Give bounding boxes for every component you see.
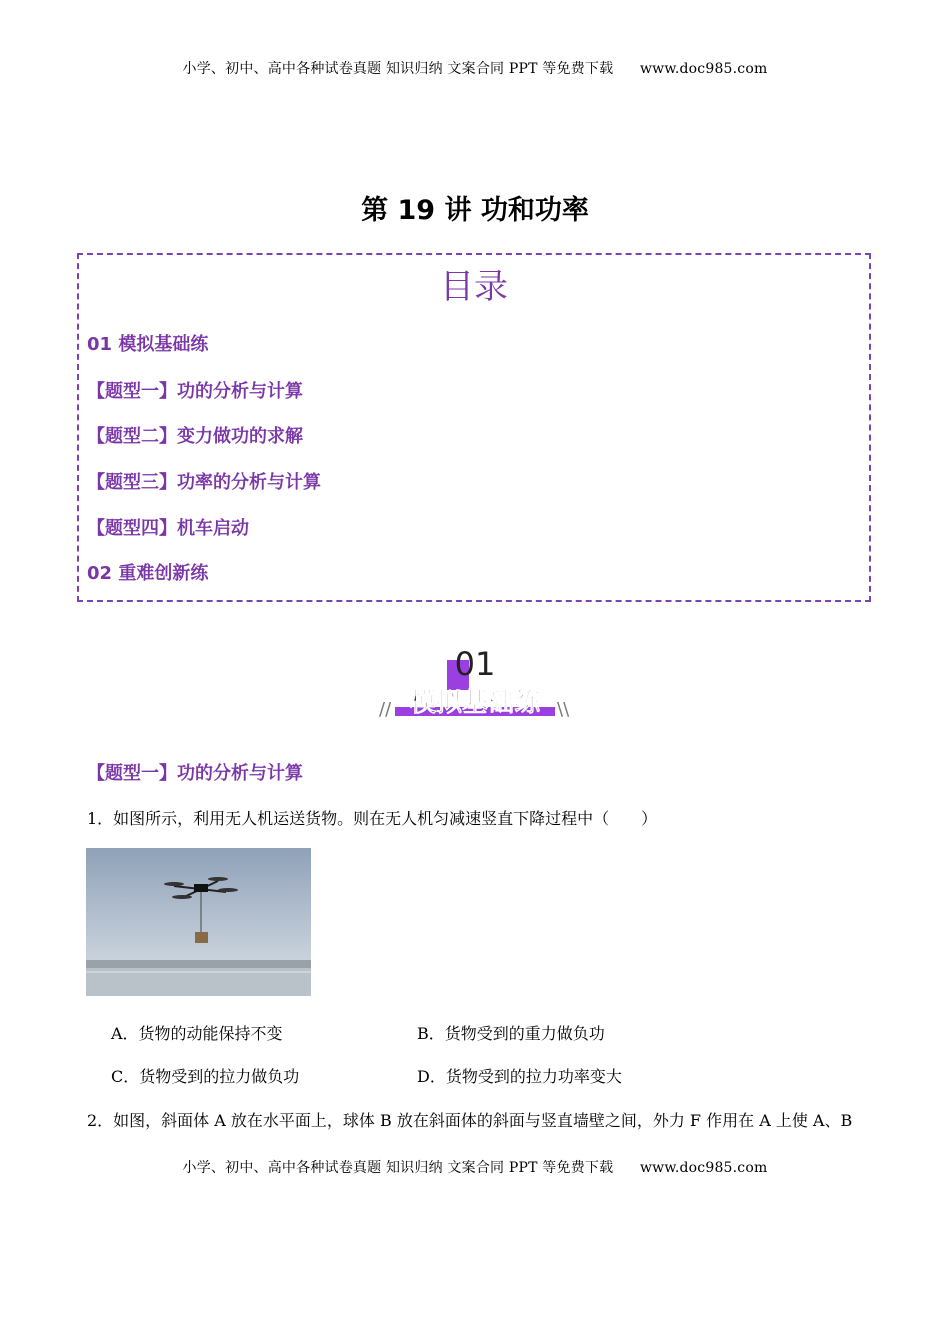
section-type-heading: 【题型一】功的分析与计算 [87,763,303,784]
toc-item[interactable]: 【题型二】变力做功的求解 [87,426,303,447]
toc-item[interactable]: 01 模拟基础练 [87,334,209,355]
badge-slash-left: // [379,699,392,720]
toc-heading: 目录 [440,267,508,307]
drone-cargo-photo [86,848,311,996]
badge-number: 01 [454,645,496,683]
footer-text: 小学、初中、高中各种试卷真题 知识归纳 文案合同 PPT 等免费下载 [182,1160,614,1176]
page-header [0,58,950,78]
choice-c[interactable]: C．货物受到的拉力做负功 [111,1067,300,1086]
choice-a[interactable]: A．货物的动能保持不变 [111,1024,283,1043]
toc-item[interactable]: 【题型一】功的分析与计算 [87,381,303,402]
toc-item[interactable]: 【题型三】功率的分析与计算 [87,472,321,493]
toc-item[interactable]: 02 重难创新练 [87,563,209,584]
table-of-contents [77,253,871,602]
question-2: 2．如图，斜面体 A 放在水平面上，球体 B 放在斜面体的斜面与竖直墙壁之间，外力 F 作用在 A 上使 A、B [87,1111,853,1130]
choice-d[interactable]: D．货物受到的拉力功率变大 [417,1067,622,1086]
header-text: 小学、初中、高中各种试卷真题 知识归纳 文案合同 PPT 等免费下载 [182,61,614,77]
header-url[interactable]: www.doc985.com [639,61,768,77]
toc-item[interactable]: 【题型四】机车启动 [87,518,249,539]
badge-slash-right: \\ [557,699,570,720]
footer-url[interactable]: www.doc985.com [639,1160,768,1176]
question-1: 1．如图所示，利用无人机运送货物。则在无人机匀减速竖直下降过程中（ ） [87,809,658,828]
badge-label: 模拟基础练 [409,688,541,718]
choice-b[interactable]: B．货物受到的重力做负功 [417,1024,605,1043]
cargo-box [195,932,208,943]
page-title: 第 19 讲 功和功率 [361,195,589,226]
page-footer [0,1157,950,1177]
section-badge [375,645,575,723]
